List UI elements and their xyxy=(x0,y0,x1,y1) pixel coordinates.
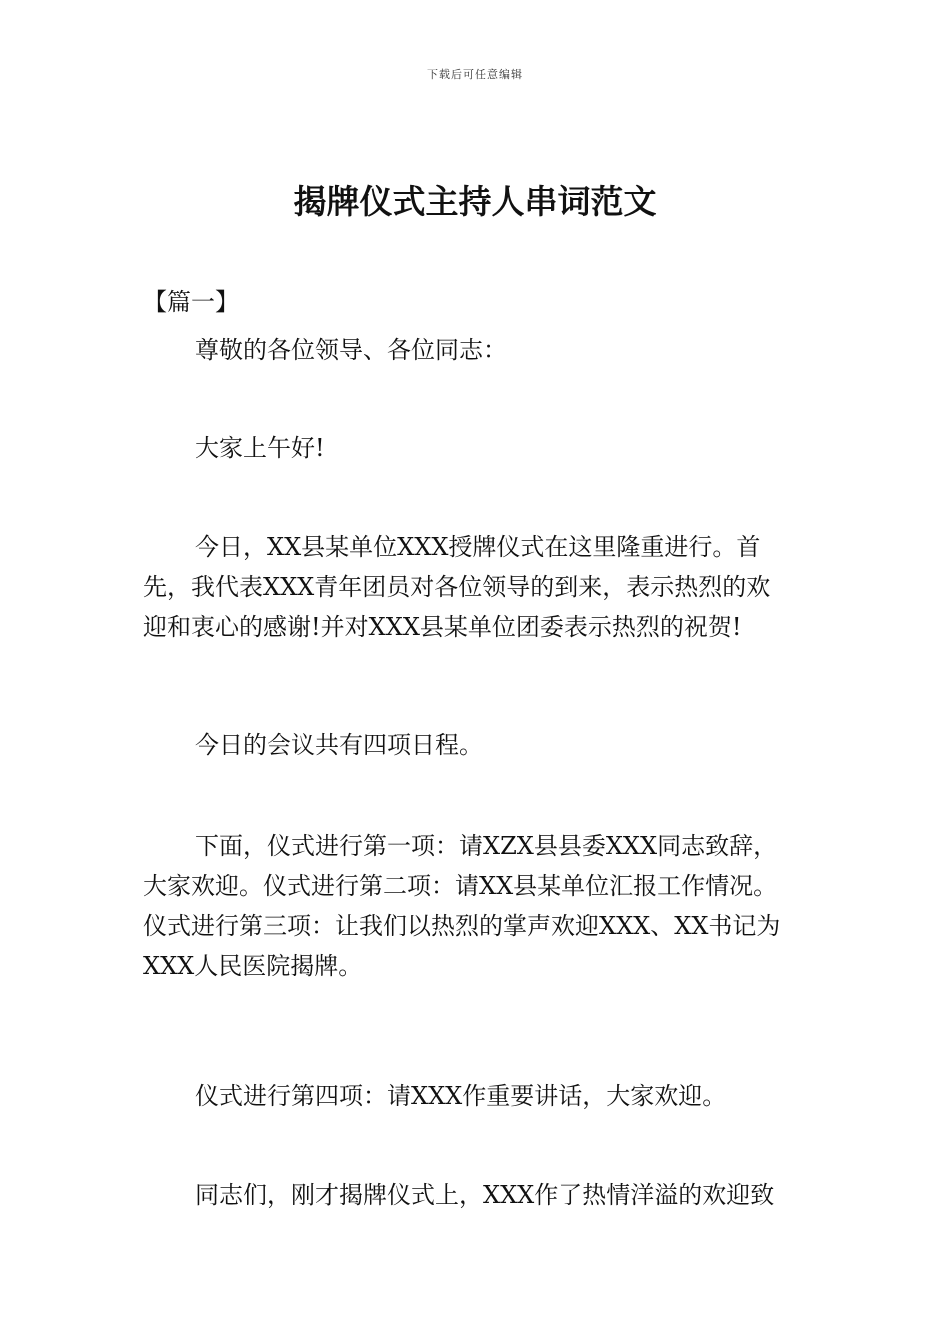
paragraph-good-morning xyxy=(143,428,815,468)
paragraph-line: 迎和衷心的感谢!并对XXX县某单位团委表示热烈的祝贺! xyxy=(143,613,742,641)
paragraph-line: 今日的会议共有四项日程。 xyxy=(195,731,483,759)
paragraph-closing xyxy=(143,1175,815,1215)
header-note: 下载后可任意编辑 xyxy=(427,68,523,81)
document-title: 揭牌仪式主持人串词范文 xyxy=(293,182,657,221)
paragraph-greeting xyxy=(143,330,815,370)
paragraph-line: 尊敬的各位领导、各位同志： xyxy=(195,336,507,364)
paragraph-agenda xyxy=(143,725,815,765)
section-label: 【篇一】 xyxy=(143,288,239,316)
paragraph-line: XXX人民医院揭牌。 xyxy=(143,952,363,980)
paragraph-item-four xyxy=(143,1076,815,1116)
paragraph-line: 同志们，刚才揭牌仪式上，XXX作了热情洋溢的欢迎致 xyxy=(195,1181,775,1209)
paragraph-line: 下面，仪式进行第一项：请XZX县县委XXX同志致辞， xyxy=(195,832,778,860)
paragraph-line: 大家上午好! xyxy=(195,434,325,462)
paragraph-line: 仪式进行第三项：让我们以热烈的掌声欢迎XXX、XX书记为 xyxy=(143,912,781,940)
paragraph-line: 今日，XX县某单位XXX授牌仪式在这里隆重进行。首 xyxy=(195,533,761,561)
paragraph-line: 大家欢迎。仪式进行第二项：请XX县某单位汇报工作情况。 xyxy=(143,872,778,900)
paragraph-items xyxy=(143,826,815,986)
paragraph-line: 先，我代表XXX青年团员对各位领导的到来，表示热烈的欢 xyxy=(143,573,771,601)
paragraph-opening xyxy=(143,527,815,647)
paragraph-line: 仪式进行第四项：请XXX作重要讲话，大家欢迎。 xyxy=(195,1082,727,1110)
